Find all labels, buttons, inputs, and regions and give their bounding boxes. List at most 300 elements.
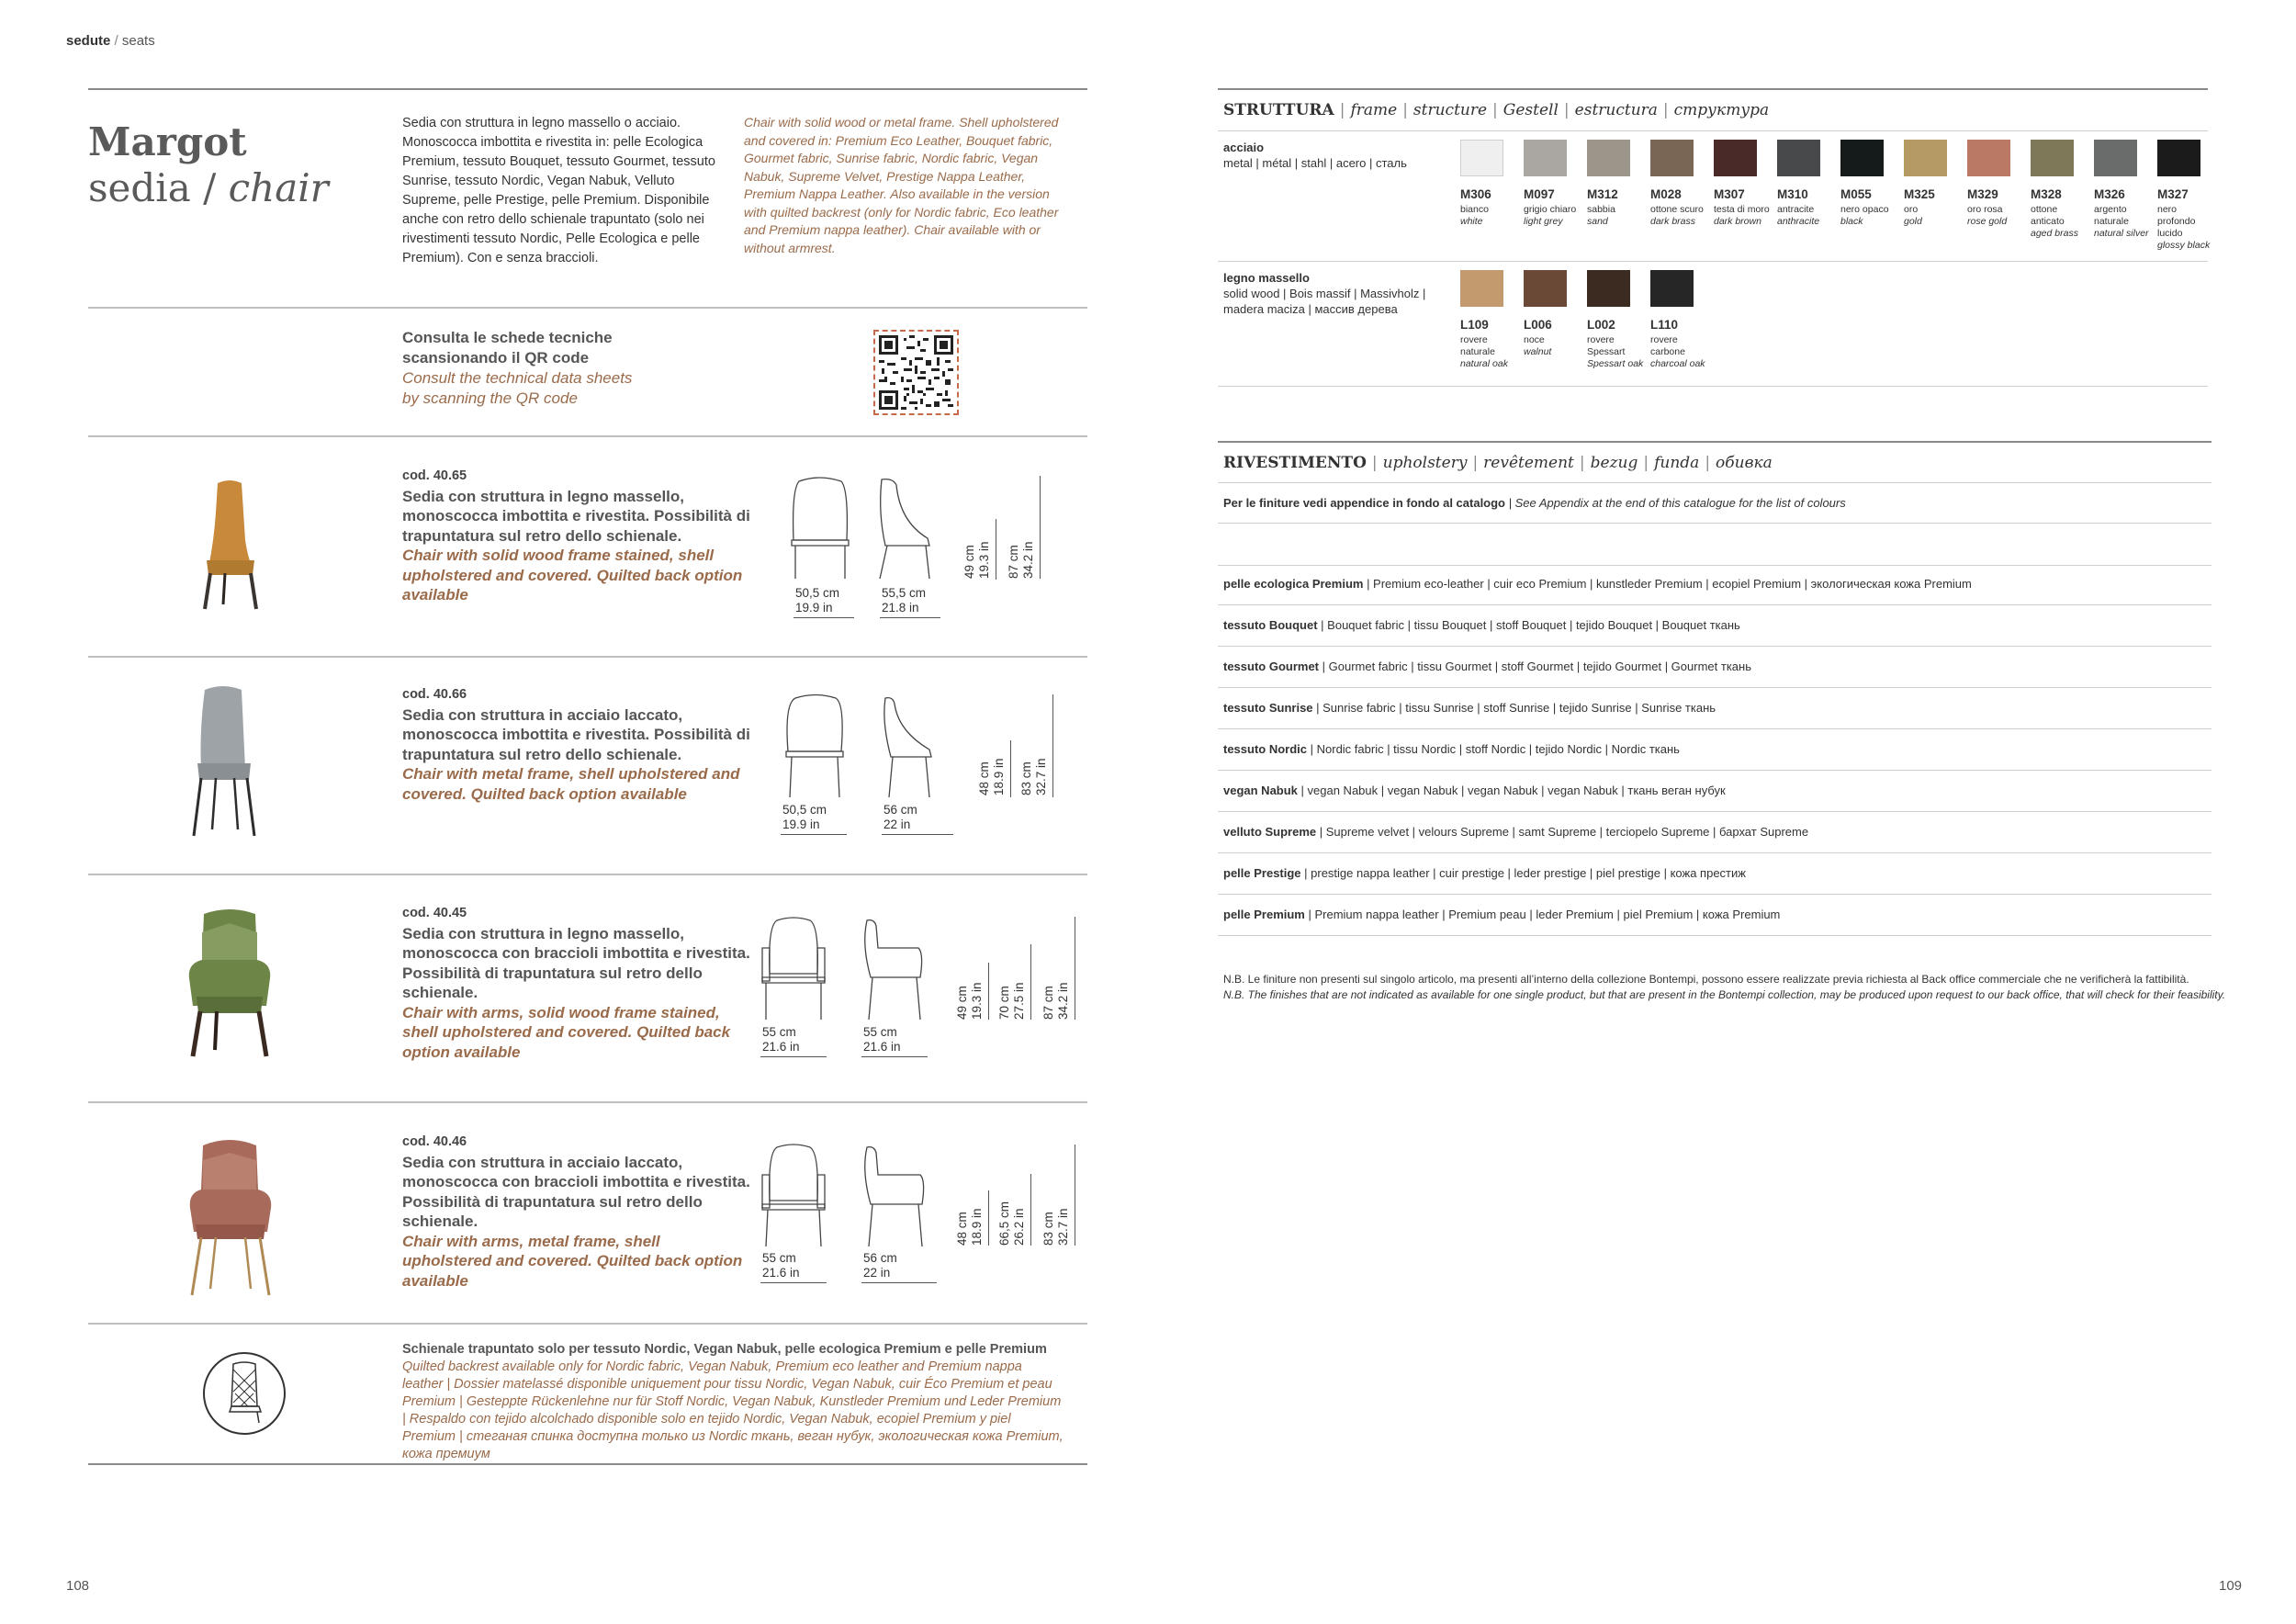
upholstery-name: tessuto Gourmet	[1223, 660, 1320, 673]
upholstery-translations: | vegan Nabuk | vegan Nabuk | vegan Nabuk | vegan Nabuk | ткань веган нубук	[1297, 784, 1726, 797]
chair-leg	[234, 778, 238, 829]
dim-width-in: 19.9 in	[795, 601, 833, 615]
chair-photo-40-66	[188, 684, 262, 840]
metal-group-label	[1223, 140, 1407, 171]
chair-drawings-40-66	[782, 694, 966, 805]
page-number-right: 109	[2219, 1578, 2243, 1594]
chair-seat	[197, 997, 263, 1013]
variant-description-it: Sedia con struttura in acciaio laccato, monoscocca imbottita e rivestita. Possibilità di trapuntatura sul retro dello schienale.	[402, 705, 750, 763]
chair-leg	[212, 778, 216, 829]
dim-line	[1030, 944, 1031, 1020]
finish-name-it: rovere	[1650, 334, 1678, 345]
finish-name-en: walnut	[1524, 346, 1552, 357]
upholstery-translations: | Supreme velvet | velours Supreme | samt Supreme | terciopelo Supreme | бархат Supreme	[1316, 825, 1809, 839]
chair-leg	[245, 1237, 251, 1289]
finish-name-it: sabbia	[1587, 204, 1615, 215]
upholstery-translations: | Sunrise fabric | tissu Sunrise | stoff Sunrise | tejido Sunrise | Sunrise ткань	[1312, 701, 1716, 715]
divider	[1218, 728, 2212, 729]
dim-total-height-cm: 83 cm	[1019, 761, 1033, 795]
appendix-note-rest: | See Appendix at the end of this catalogue for the list of colours	[1505, 496, 1846, 510]
finish-name-it: nero opaco	[1840, 204, 1889, 215]
dim-arm-height	[997, 1201, 1027, 1246]
chair-seat	[197, 763, 251, 780]
side-view-back	[881, 479, 929, 546]
qr-code-pattern	[879, 335, 953, 410]
divider	[1218, 261, 2208, 262]
dim-depth	[863, 1251, 897, 1280]
finish-name-it: rovere	[1460, 334, 1488, 345]
wood-group-subtitle-2: madera maciza | массив дерева	[1223, 302, 1398, 316]
upholstery-name: tessuto Nordic	[1223, 742, 1308, 756]
upholstery-name: tessuto Bouquet	[1223, 618, 1318, 632]
dim-total-height	[1019, 758, 1049, 795]
finish-name	[1587, 334, 1648, 370]
divider	[1218, 852, 2212, 853]
structure-title: STRUTTURA | frame | structure | Gestell | estructura | структура	[1223, 101, 1770, 119]
structure-title-en: frame	[1350, 101, 1398, 119]
finish-swatch-m028	[1650, 140, 1694, 176]
dim-arm-height	[997, 982, 1027, 1020]
dim-width-cm: 55 cm	[762, 1025, 796, 1039]
dim-seat-height	[955, 1208, 985, 1246]
upholstery-top-divider	[1218, 441, 2212, 443]
upholstery-row	[1223, 866, 1746, 880]
chair-leg	[194, 778, 201, 836]
dim-seat-height-in: 18.9 in	[992, 758, 1006, 795]
finish-name-en: Spessart oak	[1587, 358, 1644, 369]
finish-name	[1777, 204, 1838, 228]
appendix-note	[1223, 496, 1846, 510]
finish-name-en: white	[1460, 216, 1483, 227]
finish-name-it-2: carbone	[1650, 346, 1685, 357]
dim-width-cm: 50,5 cm	[782, 803, 827, 817]
dim-line	[1030, 1174, 1031, 1246]
structure-top-divider	[1218, 88, 2208, 90]
finish-name-it: oro rosa	[1967, 204, 2003, 215]
dim-line	[793, 617, 854, 618]
upholstery-translations: | Premium eco-leather | cuir eco Premium | kunstleder Premium | ecopiel Premium | экологическая кожа Premium	[1363, 577, 1972, 591]
upholstery-translations: | Premium nappa leather | Premium peau | leder Premium | piel Premium | кожа Premium	[1304, 908, 1781, 921]
dim-seat-height-in: 18.9 in	[970, 1208, 984, 1246]
appendix-note-bold: Per le finiture vedi appendice in fondo al catalogo	[1223, 496, 1505, 510]
dim-depth-in: 22 in	[884, 818, 911, 831]
dim-depth	[882, 586, 926, 615]
upholstery-row	[1223, 660, 1751, 673]
dim-arm-height-in: 26.2 in	[1012, 1208, 1026, 1246]
finish-swatch-l109	[1460, 270, 1503, 307]
dim-arm-height-in: 27.5 in	[1012, 982, 1026, 1020]
finish-swatch-m310	[1777, 140, 1820, 176]
finish-name-it: oro	[1904, 204, 1919, 215]
chair-photo-40-65	[197, 476, 262, 614]
divider	[1218, 565, 2212, 566]
nb-note	[1223, 972, 2225, 1003]
dim-width-cm: 50,5 cm	[795, 586, 840, 600]
structure-title-de: Gestell	[1503, 101, 1559, 119]
dim-seat-height-cm: 48 cm	[955, 1212, 969, 1246]
finish-name	[1460, 334, 1521, 370]
variant-code: cod. 40.65	[402, 468, 467, 483]
finish-code: M307	[1714, 187, 1745, 201]
dim-total-height	[1041, 1208, 1071, 1246]
upholstery-row	[1223, 825, 1808, 839]
dim-line	[781, 834, 847, 835]
finish-name-it: bianco	[1460, 204, 1489, 215]
finish-name-it-2: profondo lucido	[2157, 216, 2196, 239]
finish-name-en: aged brass	[2031, 228, 2078, 239]
note-it: Schienale trapuntato solo per tessuto Nordic, Vegan Nabuk, pelle ecologica Premium e pelle Premium	[402, 1342, 1047, 1357]
finish-name-it-2: Spessart	[1587, 346, 1626, 357]
dim-seat-height	[962, 541, 992, 579]
finish-code: M329	[1967, 187, 1998, 201]
finish-name-en: natural oak	[1460, 358, 1508, 369]
quilted-back-note	[402, 1341, 1064, 1463]
finish-name-it: ottone	[2031, 204, 2058, 215]
top-divider	[88, 88, 1087, 90]
divider	[88, 1101, 1087, 1103]
finish-name	[1967, 204, 2028, 228]
upholstery-translations: | Bouquet fabric | tissu Bouquet | stoff Bouquet | tejido Bouquet | Bouquet ткань	[1317, 618, 1740, 632]
chair-drawings-40-45	[762, 917, 946, 1027]
variant-code: cod. 40.66	[402, 687, 467, 702]
divider	[1218, 687, 2212, 688]
dim-depth-in: 21.8 in	[882, 601, 919, 615]
side-view-leg	[926, 546, 929, 579]
divider	[1218, 130, 2208, 131]
finish-name	[2031, 204, 2091, 240]
chair-photo-40-46	[188, 1134, 280, 1300]
divider	[1218, 935, 2212, 936]
qr-caption-en-2: by scanning the QR code	[402, 389, 578, 407]
upholstery-translations: | Gourmet fabric | tissu Gourmet | stoff Gourmet | tejido Gourmet | Gourmet ткань	[1319, 660, 1751, 673]
divider	[1218, 604, 2212, 605]
upholstery-title-en: upholstery	[1382, 454, 1468, 472]
finish-swatch-m306	[1460, 140, 1503, 176]
finish-code: M055	[1840, 187, 1872, 201]
dim-line	[861, 1056, 928, 1057]
finish-name-it-2: naturale	[1460, 346, 1495, 357]
dim-line	[760, 1056, 827, 1057]
side-view-leg	[880, 546, 887, 579]
finish-name-it: antracite	[1777, 204, 1815, 215]
variant-description-en: Chair with metal frame, shell upholstered and covered. Quilted back option available	[402, 765, 740, 803]
chair-leg	[223, 573, 225, 604]
qr-caption	[402, 328, 632, 409]
dim-line	[1052, 694, 1053, 797]
chair-drawings-40-46	[762, 1144, 946, 1254]
structure-title-main: STRUTTURA	[1223, 101, 1334, 119]
dim-total-height-cm: 87 cm	[1041, 986, 1055, 1020]
dim-line	[1010, 740, 1011, 797]
chair-leg	[192, 1237, 201, 1295]
finish-name	[1840, 204, 1901, 228]
wood-group-label	[1223, 270, 1425, 317]
wood-group-subtitle-1: solid wood | Bois massif | Massivholz |	[1223, 287, 1426, 300]
upholstery-title-main: RIVESTIMENTO	[1223, 454, 1367, 472]
upholstery-name: pelle Prestige	[1223, 866, 1301, 880]
finish-swatch-m055	[1840, 140, 1884, 176]
chair-leg	[205, 573, 210, 609]
finish-swatch-m097	[1524, 140, 1567, 176]
divider	[1218, 386, 2208, 387]
product-type	[88, 165, 329, 211]
finish-swatch-m327	[2157, 140, 2200, 176]
dim-depth-cm: 55 cm	[863, 1025, 897, 1039]
finish-code: M326	[2094, 187, 2125, 201]
dim-arm-height-cm: 66,5 cm	[997, 1201, 1011, 1246]
divider	[88, 435, 1087, 437]
chair-drawings-40-65	[790, 476, 974, 586]
dim-depth	[863, 1025, 901, 1054]
header-subsection: seats	[121, 33, 155, 49]
dim-depth-cm: 56 cm	[863, 1251, 897, 1265]
finish-code: L109	[1460, 318, 1489, 332]
dim-seat-height	[977, 758, 1007, 795]
upholstery-row	[1223, 742, 1680, 756]
finish-name	[1524, 204, 1584, 228]
variant-code: cod. 40.46	[402, 1134, 467, 1149]
header-section: sedute	[66, 33, 111, 49]
finish-name-en: rose gold	[1967, 216, 2008, 227]
variant-description-en: Chair with arms, metal frame, shell upholstered and covered. Quilted back option available	[402, 1232, 743, 1290]
finish-name	[2094, 204, 2155, 240]
dim-depth-cm: 55,5 cm	[882, 586, 927, 600]
nb-note-it: N.B. Le finiture non presenti sul singolo articolo, ma presenti all’interno della collezione Bontempi, possono essere realizzate previa richiesta al Back office commerciale che ne verificherà la fattibilità.	[1223, 973, 2189, 986]
upholstery-name: pelle Premium	[1223, 908, 1305, 921]
product-description-en: Chair with solid wood or metal frame. Shell upholstered and covered in: Premium Eco Leather, Bouquet fabric, Gourmet fabric, Sunrise fabric, Nordic fabric, Vegan Nabuk, Supreme Velvet, Prestige Nappa Leather, Premium Nappa Leather. Also available in the version with quilted backrest (only for Nordic fabric, Eco leather and Premium nappa leather). Chair available with or without armrest.	[744, 115, 1059, 255]
finish-name-it-2: naturale	[2094, 216, 2129, 227]
dim-seat-height	[955, 982, 985, 1020]
finish-name-en: natural silver	[2094, 228, 2149, 239]
product-description-it: Sedia con struttura in legno massello o acciaio. Monoscocca imbottita e rivestita in: pelle Ecologica Premium, tessuto Bouquet, tessuto Gourmet, tessuto Sunrise, tessuto Nordic, Vegan Nabuk, Velluto Supreme, pelle Prestige, pelle Premium. Disponibile anche con retro dello schienale trapuntato (solo nei rivestimenti tessuto Nordic, Pelle Ecologica e pelle Premium). Con e senza braccioli.	[402, 116, 715, 265]
finish-name	[1524, 334, 1584, 358]
chair-seat	[207, 560, 254, 575]
product-type-en: chair	[228, 165, 329, 210]
divider	[88, 307, 1087, 309]
dim-seat-height-in: 19.3 in	[977, 541, 991, 579]
quilted-back	[203, 1153, 256, 1190]
upholstery-translations: | prestige nappa leather | cuir prestige | leder prestige | piel prestige | кожа престиж	[1300, 866, 1746, 880]
upholstery-row	[1223, 701, 1716, 715]
divider	[88, 874, 1087, 875]
chair-leg	[215, 1011, 217, 1050]
upholstery-name: tessuto Sunrise	[1223, 701, 1313, 715]
dim-depth-in: 22 in	[863, 1266, 891, 1280]
upholstery-title-fr: revêtement	[1483, 454, 1574, 472]
chair-leg	[247, 778, 254, 836]
dim-line	[988, 963, 989, 1020]
finish-code: M097	[1524, 187, 1555, 201]
finish-code: M312	[1587, 187, 1618, 201]
dim-width	[762, 1251, 800, 1280]
finish-swatch-m307	[1714, 140, 1757, 176]
finish-code: M327	[2157, 187, 2189, 201]
finish-code: M306	[1460, 187, 1491, 201]
front-view-back	[793, 478, 848, 540]
variant-description-it: Sedia con struttura in acciaio laccato, monoscocca con braccioli imbottita e rivestita. Possibilità di trapuntatura sul retro dello schienale.	[402, 1153, 750, 1230]
divider	[88, 1323, 1087, 1325]
finish-name-en: dark brass	[1650, 216, 1696, 227]
dim-width	[795, 586, 839, 615]
finish-name	[1650, 204, 1711, 228]
dim-total-height	[1007, 541, 1036, 579]
variant-description-en: Chair with solid wood frame stained, shell upholstered and covered. Quilted back option available	[402, 547, 743, 603]
dim-arm-height-cm: 70 cm	[997, 986, 1011, 1020]
variant-description-it: Sedia con struttura in legno massello, monoscocca con braccioli imbottita e rivestita. Possibilità di trapuntatura sul retro dello schienale.	[402, 924, 750, 1001]
upholstery-translations: | Nordic fabric | tissu Nordic | stoff Nordic | tejido Nordic | Nordic ткань	[1307, 742, 1680, 756]
dim-line	[882, 834, 953, 835]
chair-leg	[260, 1237, 269, 1295]
upholstery-name: velluto Supreme	[1223, 825, 1317, 839]
finish-swatch-m312	[1587, 140, 1630, 176]
dim-line	[1040, 476, 1041, 579]
dim-width-in: 19.9 in	[782, 818, 820, 831]
upholstery-row	[1223, 618, 1740, 632]
dim-line	[760, 1282, 827, 1283]
divider	[88, 656, 1087, 658]
product-type-it: sedia /	[88, 165, 229, 210]
chair-shell	[201, 686, 246, 769]
qr-caption-it-2: scansionando il QR code	[402, 349, 590, 367]
bottom-divider	[88, 1463, 1087, 1465]
chair-leg	[259, 1011, 266, 1056]
chair-leg	[251, 573, 256, 609]
metal-group-title: acciaio	[1223, 141, 1265, 154]
variant-40-65	[402, 467, 751, 605]
structure-title-es: estructura	[1574, 101, 1658, 119]
variant-description-en: Chair with arms, solid wood frame stained, shell upholstered and covered. Quilted back option available	[402, 1003, 731, 1061]
structure-title-fr: structure	[1412, 101, 1488, 119]
header-separator: /	[110, 33, 122, 49]
finish-name-en: charcoal oak	[1650, 358, 1705, 369]
dim-total-height-in: 32.7 in	[1034, 758, 1048, 795]
dim-width-in: 21.6 in	[762, 1266, 800, 1280]
finish-code: M028	[1650, 187, 1682, 201]
divider	[1218, 523, 2212, 524]
finish-swatch-l002	[1587, 270, 1630, 307]
variant-40-46	[402, 1133, 751, 1291]
wood-group-title: legno massello	[1223, 271, 1310, 285]
finish-code: M325	[1904, 187, 1935, 201]
front-view-seat	[792, 540, 849, 546]
finish-name-it: grigio chiaro	[1524, 204, 1577, 215]
finish-name-en: gold	[1904, 216, 1922, 227]
dim-depth	[884, 803, 917, 832]
finish-code: L002	[1587, 318, 1615, 332]
chair-photo-40-45	[184, 905, 276, 1061]
dim-width-cm: 55 cm	[762, 1251, 796, 1265]
finish-name-it: ottone scuro	[1650, 204, 1704, 215]
dim-seat-height-in: 19.3 in	[970, 982, 984, 1020]
dim-total-height	[1041, 982, 1071, 1020]
qr-code[interactable]	[873, 330, 959, 415]
upholstery-row	[1223, 577, 1972, 591]
variant-40-66	[402, 685, 751, 804]
finish-code: L006	[1524, 318, 1552, 332]
nb-note-en: N.B. The finishes that are not indicated as available for one single product, but that are present in the Bontempi collection, may be produced upon request to our back office, that will check for their feasibility.	[1223, 988, 2226, 1001]
qr-caption-it-1: Consulta le schede tecniche	[402, 329, 613, 346]
dim-depth-cm: 56 cm	[884, 803, 917, 817]
dim-width-in: 21.6 in	[762, 1040, 800, 1054]
variant-description-it: Sedia con struttura in legno massello, monoscocca imbottita e rivestita. Possibilità di trapuntatura sul retro dello schienale.	[402, 487, 750, 545]
finish-name-it-2: anticato	[2031, 216, 2065, 227]
variant-code: cod. 40.45	[402, 906, 467, 920]
finish-name-it: argento	[2094, 204, 2127, 215]
dim-seat-height-cm: 49 cm	[962, 545, 976, 579]
finish-name-en: glossy black	[2157, 240, 2211, 251]
upholstery-name: vegan Nabuk	[1223, 784, 1298, 797]
finish-swatch-m328	[2031, 140, 2074, 176]
dim-total-height-cm: 87 cm	[1007, 545, 1020, 579]
chair-shell	[208, 480, 253, 568]
chair-leg	[210, 1237, 216, 1289]
metal-group-subtitle: metal | métal | stahl | acero | сталь	[1223, 156, 1407, 170]
quilted-back-icon	[202, 1351, 287, 1436]
dim-seat-height-cm: 49 cm	[955, 986, 969, 1020]
finish-name-it: nero	[2157, 204, 2178, 215]
dim-total-height-in: 32.7 in	[1056, 1208, 1070, 1246]
finish-swatch-m329	[1967, 140, 2010, 176]
finish-code: M310	[1777, 187, 1808, 201]
chair-leg	[193, 1011, 200, 1056]
finish-name	[1714, 204, 1774, 228]
upholstery-title-es: funda	[1654, 454, 1700, 472]
upholstery-row	[1223, 784, 1726, 797]
finish-name-it: rovere	[1587, 334, 1615, 345]
finish-name-en: light grey	[1524, 216, 1563, 227]
dim-total-height-in: 34.2 in	[1021, 541, 1035, 579]
finish-name-en: anthracite	[1777, 216, 1820, 227]
dim-line	[988, 1190, 989, 1246]
chair-seat	[196, 1224, 265, 1239]
upholstery-title-ru: обивка	[1716, 454, 1773, 472]
divider	[1218, 770, 2212, 771]
variant-40-45	[402, 904, 751, 1062]
upholstery-name: pelle ecologica Premium	[1223, 577, 1364, 591]
divider	[1218, 894, 2212, 895]
divider	[1218, 482, 2212, 483]
finish-name-en: black	[1840, 216, 1863, 227]
finish-name-it: noce	[1524, 334, 1545, 345]
finish-name	[1904, 204, 1964, 228]
upholstery-title-de: bezug	[1590, 454, 1638, 472]
dim-total-height-in: 34.2 in	[1056, 982, 1070, 1020]
finish-code: M328	[2031, 187, 2062, 201]
dim-width	[762, 1025, 800, 1054]
structure-title-ru: структура	[1673, 101, 1770, 119]
upholstery-row	[1223, 908, 1780, 921]
dim-total-height-cm: 83 cm	[1041, 1212, 1055, 1246]
divider	[1218, 811, 2212, 812]
page-number-left: 108	[66, 1578, 90, 1594]
finish-swatch-l006	[1524, 270, 1567, 307]
finish-name	[1650, 334, 1711, 370]
note-en: Quilted backrest available only for Nordic fabric, Vegan Nabuk, Premium eco leather and Premium nappa leather | Dossier matelassé disponible uniquement pour tissu Nordic, Vegan Nabuk, cuir Éco Premium et peau Premium | Gesteppte Rückenlehne nur für Stoff Nordic, Vegan Nabuk, Kunstleder Premium und Leder Premium | Respaldo con tejido alcolchado disponible solo en tejido Nordic, Vegan Nabuk, ecopiel Premium y piel Premium | стеганая спинка доступна только из Nordic ткань, веган нубук, экологическая кожа Premium, кожа премиум	[402, 1359, 1064, 1461]
finish-name-en: dark brown	[1714, 216, 1761, 227]
finish-swatch-l110	[1650, 270, 1694, 307]
finish-code: L110	[1650, 318, 1679, 332]
dim-depth-in: 21.6 in	[863, 1040, 901, 1054]
page-header	[66, 33, 155, 49]
dim-width	[782, 803, 827, 832]
product-title	[88, 119, 329, 211]
product-name: Margot	[88, 119, 247, 164]
finish-swatch-m325	[1904, 140, 1947, 176]
dim-line	[880, 617, 940, 618]
dim-line	[861, 1282, 937, 1283]
finish-name-en: sand	[1587, 216, 1608, 227]
divider	[1218, 646, 2212, 647]
